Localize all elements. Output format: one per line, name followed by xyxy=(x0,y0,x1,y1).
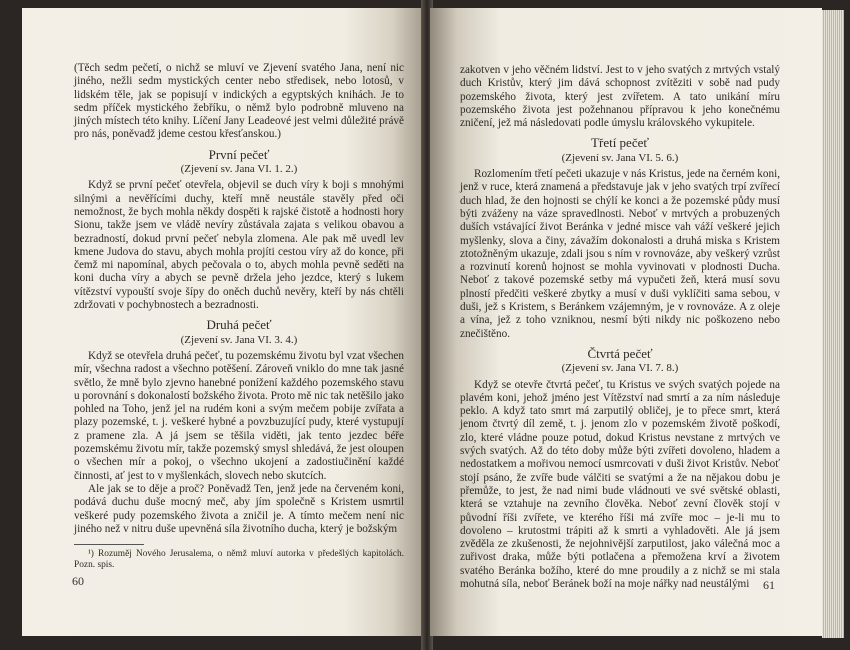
section-source-third-seal: (Zjevení sv. Jana VI. 5. 6.) xyxy=(561,151,679,164)
right-page-text xyxy=(460,64,780,591)
left-page xyxy=(22,8,424,636)
section-title-third-seal: Třetí pečeť xyxy=(591,135,649,151)
paragraph-fourth-seal: Když se otevře čtvrtá pečeť, tu Kristus ve svých svatých pojede na plavém koni, jehož jméno jest Vítězství nad smrtí a za ním následuje peklo. A když tato smrt má zarputilý obličej, je to přece smrt, která jenom čtvrtý díl země, t. j. jenom zlo v pozemském životě poškodí, zlo, které vládne pouze potud, dokud Kristus nevstane z mrtvých ve svých svatých. Až do této doby může býti zvířeti dovoleno, hladem a nedostatkem a mořivou nemocí usmrcovati v duši život Kristův. Neboť stojí psáno, že zvíře bude válčiti se svatými a že na nějakou dobu je přemůže, to jest, že nad nimi bude vládnouti ve své světské oblasti, která se vztahuje na zevního člověka. Neboť zevní člověk stojí v původní říši zvířete, ve kterého říši má zvíře moc – je-li mu to dovoleno – krutostmi trápiti až k smrti a vyhladověti. Ale já jsem zvěděla ze zkušenosti, že nejohnivější zarputilost, jako válečná moc a zuřivost draka, může býti potlačena a přemožena krví a životem svatého Beránka božího, které do mne proudily a z nichž se mi stala mohutná síla, neboť Beránek boží na moje nářky nad neustálými xyxy=(460,378,780,590)
continuation-paragraph: zakotven v jeho věčném lidství. Jest to v jeho svatých z mrtvých vstalý duch Kristův, který jim dává schopnost zvítěziti v sobě nad pudy pozemského života, který jest zvířetem. A tato unikání míru pozemského života jest požehnanou přípravou k jeho konečnému zničení, jež má následovati podle úmyslu královského vykupitele. xyxy=(460,64,780,130)
footnote-rule xyxy=(74,544,144,545)
section-source-first-seal: (Zjevení sv. Jana VI. 1. 2.) xyxy=(180,163,298,176)
page-number-right: 61 xyxy=(763,578,775,592)
paragraph-first-seal: Když se první pečeť otevřela, objevil se duch víry k boji s mnohými silnými a nevěřícími duchy, kteří mně neustále stavěly před oči nemožnost, že bych mohla někdy dospěti k rajské čistotě a hodnosti hory Sionu, takže jsem ve vládě nevíry zůstávala zajata s velikou obavou a bezradností, dokud první pečeť nebyla zlomena. Ale pak mě uvedl lev kmene Judova do stavu, abych mohla projíti cestou víry až do konce, při čemž mi napomínal, abych pečovala o to, abych mohla pevně seděti na koni ducha víry a abych se pevně držela jeho jezdce, který s lukem vítězství vypouští svoje šípy do oněch duchů nevěry, kteří by nás chtěli zdržovati v pochybnostech a bezradnosti. xyxy=(74,179,404,312)
page-number-left: 60 xyxy=(72,574,84,588)
right-page xyxy=(430,8,822,636)
page-edges xyxy=(822,10,844,638)
footnote: ¹) Rozuměj Nového Jerusalema, o němž mluví autorka v předešlých kapitolách. Pozn. spis. xyxy=(74,549,404,571)
paragraph-second-seal-continued: Ale jak se to děje a proč? Poněvadž Ten, jenž jede na červeném koni, podává duchu duše mocný meč, aby jím společně s Kristem usmrtil veškeré pudy pozemského života a zničil je. A tímto mečem není nic jiného než v nitru duše upevněná síla životního ducha, který je božským xyxy=(74,482,404,535)
paragraph-second-seal: Když se otevřela druhá pečeť, tu pozemskému životu byl vzat všechen mír, všechna radost a všechno potěšení. Zároveň vniklo do mne tak jasné světlo, že mně bylo zjevno hanebné ponížení každého pozemského stavu u porovnání s dokonalostí božského života. Proto mě nic tak netěšilo jako pohled na Toho, jenž jel na rudém koni a svým mečem pobije zvířata a plazy pozemské, t. j. veškeré hybné a povzbuzující pudy, které vystupují z pramene zla. A já jsem se těšila viděti, jak tento jezdec béře pozemskému životu mír, takže pozemský smysl shledává, že jest oloupen o všechen mír a pokoj, o všechno ukojení a zadostiučinění každé činnosti, ať jest to v myšlenkách, slovech nebo skutcích. xyxy=(74,349,404,482)
paragraph-third-seal: Rozlomením třetí pečeti ukazuje v nás Kristus, jede na černém koni, jenž v ruce, která znamená a představuje jak v jeho svatých trpí zvířecí duch hlad, že den hojnosti se chýlí ke konci a že pozemské půdy musí býti zváženy na váze spravedlnosti. Neboť v mrtvých a probuzených duších vstávající život Beránka v jedné misce vah váží veškeré jejich myšlenky, slova a činy, závažím dokonalosti a druhá miska s Kristem ztotožněným ukazuje, zdali jsou s ním v rovnováze, aby veškerý vzrůst a rozvinutí korenů hojnost se mohla vyvinovati v plodnosti Ducha. Neboť z takové pozemské setby má vypučeti žeň, která musí sovu plností předčiti veškeré zbytky a musí v duši vyklíčiti sama sebou, v duši, jež s Kristem, s Beránkem vzájemným, je v rovnováze. A z oleje a vína, jež z toho vzniknou, nesmí býti nikdy nic poškozeno nebo znečištěno. xyxy=(460,168,780,340)
section-title-first-seal: První pečeť xyxy=(208,146,270,162)
intro-paragraph: (Těch sedm pečetí, o nichž se mluví ve Zjevení svatého Jana, není nic jiného, nežli sedm mystických center nebo středisek, nebo lotosů, v lidském těle, jak se popisují v indických a egyptských knihách. Je to sedm příček mystického žebříku, o němž bylo podrobně mluveno na jiných místech této knihy. Líčení Jany Leadeové jest velmi důležité právě pro nás, poněvadž jdeme cestou křesťanskou.) xyxy=(74,62,404,141)
section-title-second-seal: Druhá pečeť xyxy=(206,317,272,333)
section-source-second-seal: (Zjevení sv. Jana VI. 3. 4.) xyxy=(180,333,298,346)
left-page-text xyxy=(74,62,404,571)
section-source-fourth-seal: (Zjevení sv. Jana VI. 7. 8.) xyxy=(561,362,679,375)
section-title-fourth-seal: Čtvrtá pečeť xyxy=(587,345,653,361)
